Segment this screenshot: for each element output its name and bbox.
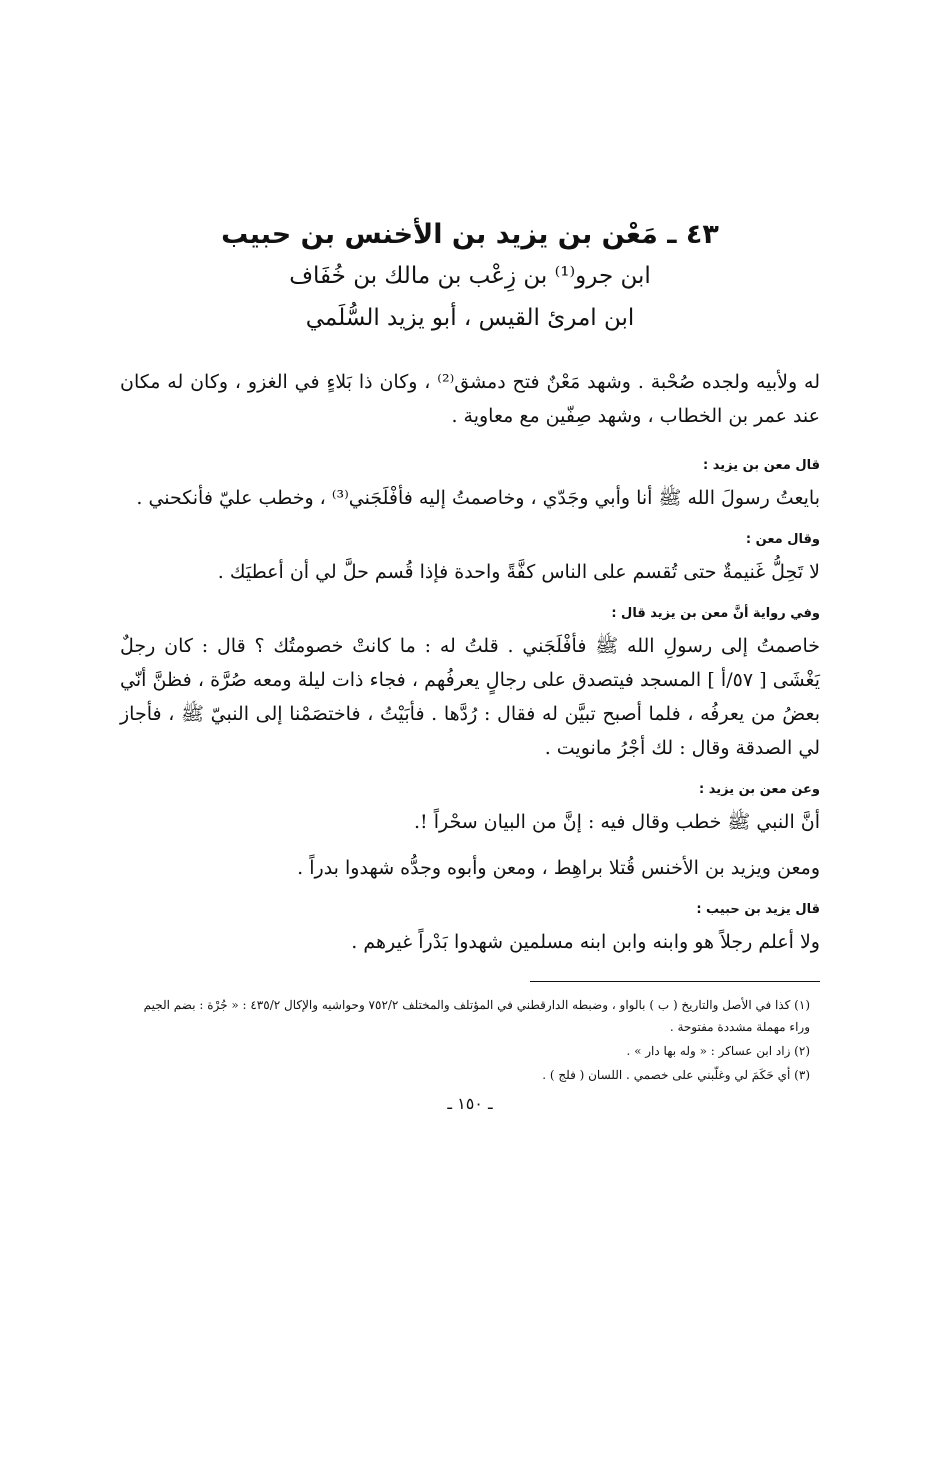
section-paragraph: لا تَحِلُّ غَنيمةٌ حتى تُقسم على الناس كفَّةً واحدة فإذا قُسم حلَّ لي أن أعطيَك . bbox=[217, 561, 820, 583]
section-4 bbox=[120, 779, 820, 885]
lineage-line-2: ابن امرئ القيس ، أبو يزيد السُّلَمي bbox=[305, 305, 635, 331]
section-label: وعن معن بن يزيد : bbox=[699, 782, 820, 797]
section-5 bbox=[120, 899, 820, 959]
footnote-2: (٢) زاد ابن عساكر : « وله بها دار » . bbox=[626, 1044, 810, 1058]
entry-title: ٤٣ ـ مَعْن بن يزيد بن الأخنس بن حبيب bbox=[221, 219, 719, 250]
intro-paragraph: له ولأبيه ولجده صُحْبة . وشهد مَعْنٌ فتح دمشق⁽²⁾ ، وكان ذا بَلاءٍ في الغزو ، وكان له مكان عند عمر بن الخطاب ، وشهد صِفّين مع معاوية . bbox=[120, 371, 820, 427]
footnote-3: (٣) أي حَكَمَ لي وغلّبني على خصمي . اللسان ( فلج ) . bbox=[542, 1068, 810, 1082]
page-number: ـ ١٥٠ ـ bbox=[447, 1094, 493, 1113]
footnote-1: (١) كذا في الأصل والتاريخ ( ب ) بالواو ، وضبطه الدارقطني في المؤتلف والمختلف ٧٥٢/٢ وحواشيه والإكال ٤٣٥/٢ : « جُرْة : بضم الجيم وراء مهملة مشددة مفتوحة . bbox=[143, 998, 810, 1034]
section-2 bbox=[120, 529, 820, 589]
section-paragraph: بايعتُ رسولَ الله ﷺ أنا وأبي وجَدّي ، وخاصمتُ إليه فأفْلَجَني⁽³⁾ ، وخطب عليّ فأنكحني . bbox=[136, 487, 820, 509]
section-label: قال معن بن يزيد : bbox=[703, 458, 820, 473]
section-paragraph: ولا أعلم رجلاً هو وابنه وابن ابنه مسلمين شهدوا بَدْراً غيرهم . bbox=[351, 931, 820, 953]
page-body bbox=[120, 215, 820, 1113]
section-1 bbox=[120, 455, 820, 515]
section-3 bbox=[120, 603, 820, 765]
footnotes bbox=[120, 994, 820, 1086]
footnote-divider bbox=[530, 981, 820, 982]
section-label: قال يزيد بن حبيب : bbox=[696, 902, 820, 917]
section-paragraph: أنَّ النبي ﷺ خطب وقال فيه : إنَّ من البيان سحْراً !. bbox=[413, 811, 820, 833]
section-paragraph: خاصمتُ إلى رسولِ الله ﷺ فأفْلَجَني . قلتُ له : ما كانتْ خصومتُك ؟ قال : كان رجلٌ يَغْشَى [ ٥٧/أ ] المسجد فيتصدق على رجالٍ يعرفُهم ، فجاء ذات ليلة ومعه صُرَّة ، فظنَّ أنّي بعضُ من يعرفُه ، فلما أصبح تبيَّن له فقال : رُدَّها . فأبَيْتُ ، فاختصَمْنا إلى النبيّ ﷺ ، فأجاز لي الصدقة وقال : لك أجْرُ مانويت . bbox=[120, 635, 820, 759]
section-label: وفي رواية أنَّ معن بن يزيد قال : bbox=[611, 606, 820, 621]
lineage-line-1: ابن جرو⁽¹⁾ بن زِعْب بن مالك بن خُفَاف bbox=[289, 263, 651, 289]
section-label: وقال معن : bbox=[745, 532, 820, 547]
section-paragraph: ومعن ويزيد بن الأخنس قُتلا براهِط ، ومعن وأبوه وجدُّه شهدوا بدراً . bbox=[297, 857, 820, 879]
